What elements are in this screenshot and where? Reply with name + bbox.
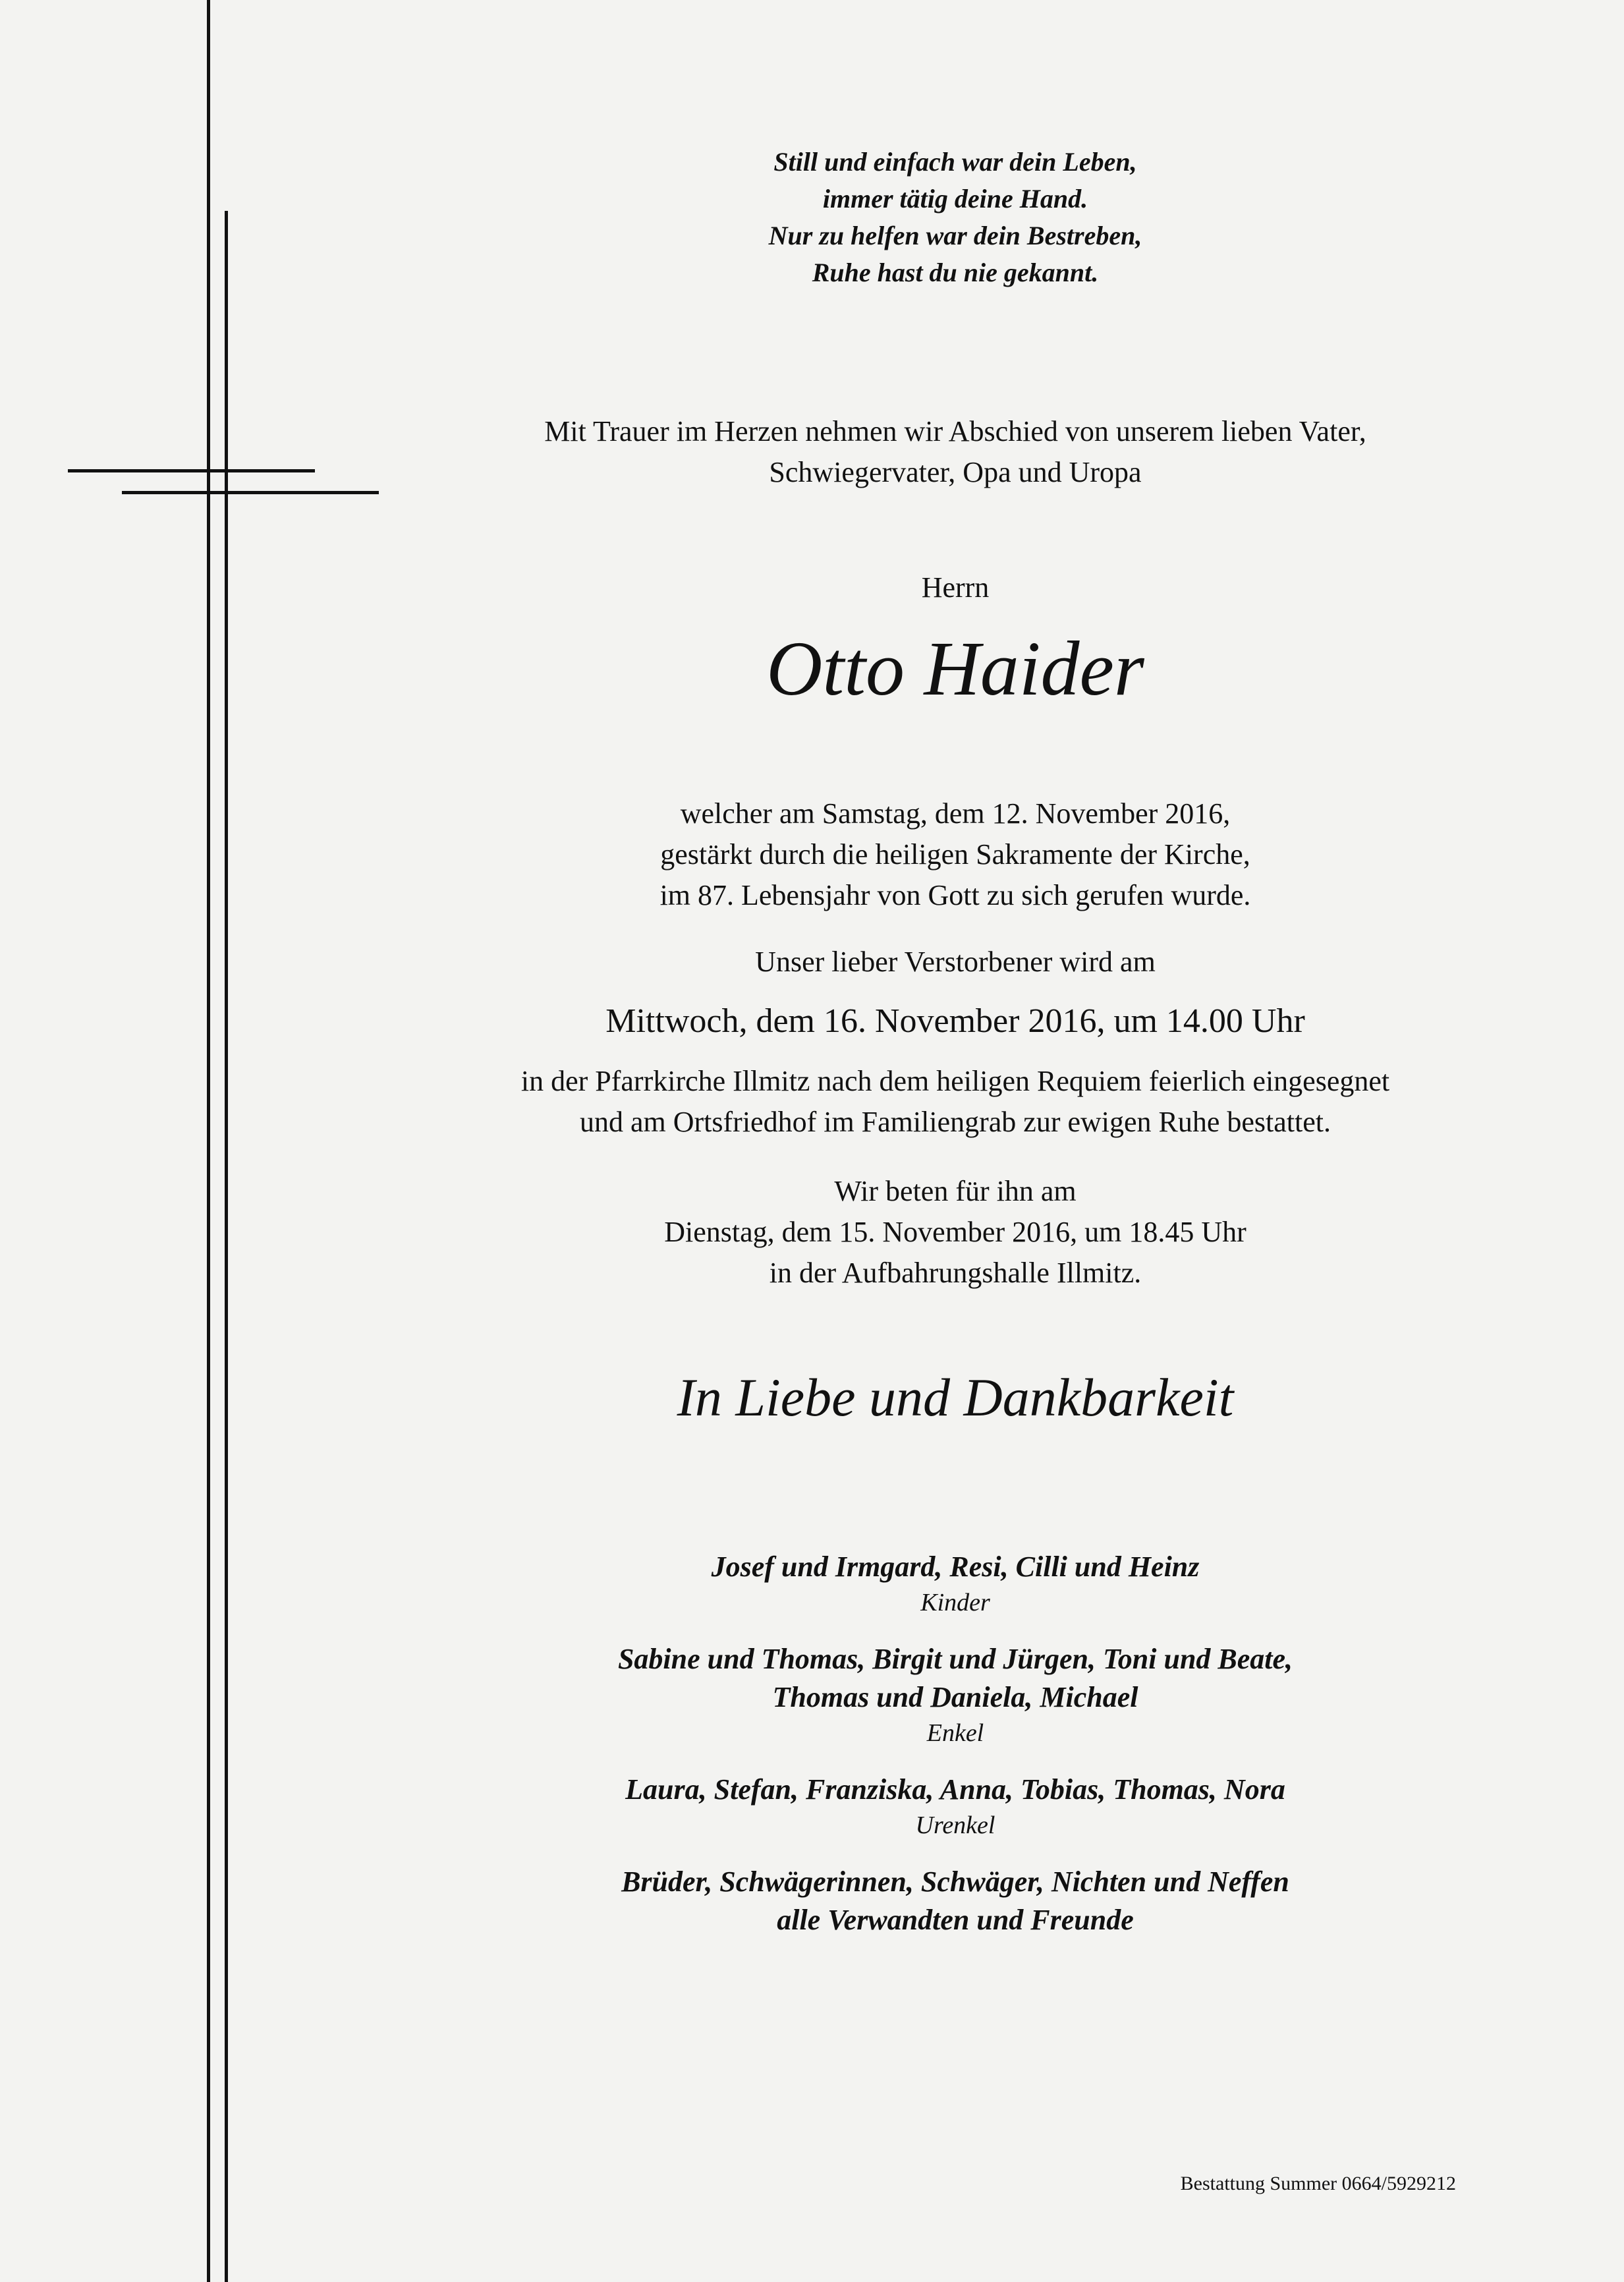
death-info-line: gestärkt durch die heiligen Sakramente der Kirche, [660, 838, 1250, 870]
mourner-group-children [461, 1548, 1449, 1619]
intro-line: Mit Trauer im Herzen nehmen wir Abschied von unserem lieben Vater, [544, 415, 1366, 447]
memorial-poem [461, 144, 1449, 291]
mourner-names: Sabine und Thomas, Birgit und Jürgen, Toni und Beate, [617, 1643, 1293, 1675]
funeral-place-line: in der Pfarrkirche Illmitz nach dem heiligen Requiem feierlich eingesegnet [520, 1065, 1390, 1097]
cross-vertical-line-outer [207, 0, 210, 2282]
cross-horizontal-line-upper [68, 469, 315, 472]
cross-horizontal-line-lower [122, 491, 379, 494]
prayer-line: Wir beten für ihn am [834, 1175, 1077, 1207]
poem-line: immer tätig deine Hand. [822, 184, 1088, 214]
mourner-names: Brüder, Schwägerinnen, Schwäger, Nichten und Neffen [621, 1866, 1289, 1898]
mourner-names: Josef und Irmgard, Resi, Cilli und Heinz [711, 1551, 1200, 1583]
intro-line: Schwiegervater, Opa und Uropa [769, 456, 1142, 488]
death-info [461, 793, 1449, 916]
funeral-home-contact: Bestattung Summer 0664/5929212 [1180, 2173, 1456, 2194]
mourner-names: Laura, Stefan, Franziska, Anna, Tobias, Thomas, Nora [625, 1773, 1285, 1806]
prayer-line: in der Aufbahrungshalle Illmitz. [769, 1257, 1142, 1289]
intro-text [461, 411, 1449, 493]
prayer-info [461, 1171, 1449, 1294]
cross-vertical-line-inner [225, 211, 228, 2282]
mourner-group-great-grandchildren [461, 1771, 1449, 1842]
mourner-group-relatives [461, 1863, 1449, 1939]
mourner-names: Thomas und Daniela, Michael [772, 1681, 1138, 1713]
mourner-role: Enkel [926, 1719, 984, 1747]
funeral-place [461, 1061, 1449, 1143]
mourner-role: Kinder [920, 1589, 990, 1616]
funeral-date: Mittwoch, dem 16. November 2016, um 14.00 Uhr [605, 1002, 1305, 1040]
deceased-name: Otto Haider [766, 625, 1144, 712]
closing-phrase: In Liebe und Dankbarkeit [677, 1367, 1234, 1427]
mourner-names: alle Verwandten und Freunde [777, 1904, 1134, 1936]
funeral-intro: Unser lieber Verstorbener wird am [755, 946, 1156, 978]
mourner-role: Urenkel [915, 1811, 995, 1839]
prayer-line: Dienstag, dem 15. November 2016, um 18.45 Uhr [664, 1216, 1246, 1248]
poem-line: Ruhe hast du nie gekannt. [812, 258, 1099, 287]
mourner-group-grandchildren [461, 1640, 1449, 1750]
poem-line: Nur zu helfen war dein Bestreben, [768, 221, 1142, 250]
funeral-place-line: und am Ortsfriedhof im Familiengrab zur ewigen Ruhe bestattet. [579, 1106, 1331, 1138]
death-info-line: welcher am Samstag, dem 12. November 2016, [680, 797, 1231, 830]
mourners-list [461, 1548, 1449, 1960]
death-info-line: im 87. Lebensjahr von Gott zu sich gerufen wurde. [659, 879, 1251, 911]
salutation: Herrn [921, 571, 990, 604]
poem-line: Still und einfach war dein Leben, [773, 147, 1137, 177]
